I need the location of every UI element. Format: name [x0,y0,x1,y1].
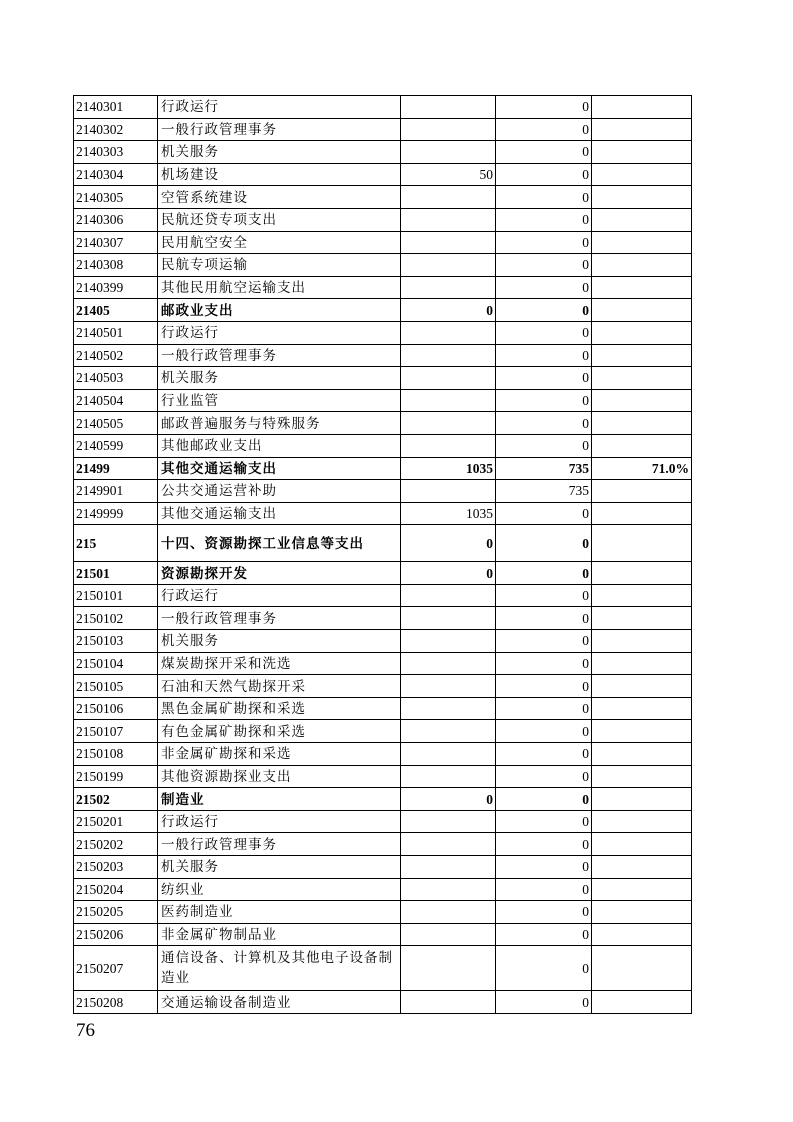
account-name-cell: 邮政业支出 [158,299,401,322]
amount-cell [401,141,496,164]
account-name-cell: 公共交通运营补助 [158,480,401,503]
percent-cell [592,584,692,607]
percent-cell [592,254,692,277]
amount-cell [401,810,496,833]
percent-cell [592,675,692,698]
percent-cell [592,788,692,811]
percent-cell [592,525,692,562]
account-code-cell: 2140304 [74,163,158,186]
percent-cell [592,562,692,585]
amount-cell: 0 [496,502,592,525]
percent-cell [592,923,692,946]
amount-cell: 0 [496,118,592,141]
account-code-cell: 2150205 [74,901,158,924]
account-code-cell: 2150202 [74,833,158,856]
percent-cell: 71.0% [592,457,692,480]
amount-cell: 0 [496,163,592,186]
account-name-cell: 制造业 [158,788,401,811]
percent-cell [592,607,692,630]
amount-cell: 0 [496,186,592,209]
table-row [74,810,692,833]
account-code-cell: 2140504 [74,389,158,412]
account-code-cell: 2150105 [74,675,158,698]
table-row [74,208,692,231]
percent-cell [592,231,692,254]
account-name-cell: 一般行政管理事务 [158,344,401,367]
amount-cell [401,434,496,457]
amount-cell: 0 [496,856,592,879]
amount-cell: 1035 [401,502,496,525]
amount-cell: 0 [496,412,592,435]
account-name-cell: 机关服务 [158,856,401,879]
amount-cell [401,276,496,299]
account-code-cell: 2150104 [74,652,158,675]
account-code-cell: 2140302 [74,118,158,141]
table-row [74,186,692,209]
percent-cell [592,720,692,743]
amount-cell: 0 [496,675,592,698]
amount-cell: 0 [496,299,592,322]
page-number: 76 [76,1020,95,1041]
amount-cell: 0 [496,389,592,412]
amount-cell: 0 [401,525,496,562]
account-code-cell: 21502 [74,788,158,811]
account-name-cell: 有色金属矿勘探和采选 [158,720,401,743]
account-name-cell: 机关服务 [158,141,401,164]
table-row [74,321,692,344]
account-name-cell: 非金属矿勘探和采选 [158,743,401,766]
table-row [74,878,692,901]
amount-cell [401,991,496,1014]
account-code-cell: 2140308 [74,254,158,277]
account-name-cell: 其他资源勘探业支出 [158,765,401,788]
amount-cell [401,946,496,991]
percent-cell [592,412,692,435]
percent-cell [592,856,692,879]
account-name-cell: 其他交通运输支出 [158,457,401,480]
percent-cell [592,186,692,209]
account-name-cell: 交通运输设备制造业 [158,991,401,1014]
account-name-cell: 民用航空安全 [158,231,401,254]
percent-cell [592,697,692,720]
amount-cell [401,344,496,367]
table-row [74,991,692,1014]
amount-cell: 0 [496,208,592,231]
table-row [74,946,692,991]
account-code-cell: 2140307 [74,231,158,254]
percent-cell [592,630,692,653]
account-name-cell: 医药制造业 [158,901,401,924]
percent-cell [592,118,692,141]
table-row [74,389,692,412]
percent-cell [592,810,692,833]
table-row [74,525,692,562]
amount-cell: 0 [496,720,592,743]
account-code-cell: 2150102 [74,607,158,630]
account-name-cell: 行政运行 [158,810,401,833]
account-code-cell: 2140503 [74,367,158,390]
account-code-cell: 2150204 [74,878,158,901]
amount-cell: 0 [496,96,592,119]
amount-cell: 0 [496,367,592,390]
account-code-cell: 215 [74,525,158,562]
account-code-cell: 2140501 [74,321,158,344]
account-name-cell: 其他民用航空运输支出 [158,276,401,299]
table-row [74,675,692,698]
table-row [74,720,692,743]
table-row [74,765,692,788]
percent-cell [592,833,692,856]
amount-cell: 0 [496,254,592,277]
percent-cell [592,901,692,924]
amount-cell: 0 [496,434,592,457]
account-code-cell: 2150206 [74,923,158,946]
table-row [74,856,692,879]
account-name-cell: 资源勘探开发 [158,562,401,585]
amount-cell: 0 [496,344,592,367]
amount-cell [401,856,496,879]
account-code-cell: 2150208 [74,991,158,1014]
percent-cell [592,480,692,503]
amount-cell: 735 [496,480,592,503]
account-name-cell: 纺织业 [158,878,401,901]
table-row [74,141,692,164]
amount-cell [401,607,496,630]
table-row [74,480,692,503]
table-row [74,652,692,675]
amount-cell: 735 [496,457,592,480]
amount-cell [401,743,496,766]
amount-cell: 0 [496,697,592,720]
table-row [74,163,692,186]
table-row [74,276,692,299]
account-name-cell: 行政运行 [158,321,401,344]
table-row [74,697,692,720]
account-code-cell: 2150101 [74,584,158,607]
account-name-cell: 其他邮政业支出 [158,434,401,457]
percent-cell [592,765,692,788]
table-row [74,96,692,119]
amount-cell: 0 [496,810,592,833]
percent-cell [592,299,692,322]
table-row [74,118,692,141]
amount-cell: 0 [401,788,496,811]
amount-cell [401,321,496,344]
account-name-cell: 黑色金属矿勘探和采选 [158,697,401,720]
amount-cell [401,412,496,435]
account-name-cell: 一般行政管理事务 [158,607,401,630]
account-name-cell: 民航专项运输 [158,254,401,277]
amount-cell: 0 [401,562,496,585]
percent-cell [592,367,692,390]
account-code-cell: 2150106 [74,697,158,720]
percent-cell [592,141,692,164]
amount-cell: 50 [401,163,496,186]
table-row [74,299,692,322]
table-row [74,630,692,653]
amount-cell [401,675,496,698]
amount-cell: 0 [496,901,592,924]
account-name-cell: 其他交通运输支出 [158,502,401,525]
table-row [74,231,692,254]
table-row [74,434,692,457]
percent-cell [592,96,692,119]
amount-cell [401,96,496,119]
amount-cell: 1035 [401,457,496,480]
account-name-cell: 一般行政管理事务 [158,833,401,856]
percent-cell [592,434,692,457]
amount-cell [401,367,496,390]
amount-cell [401,765,496,788]
amount-cell [401,878,496,901]
account-code-cell: 2149901 [74,480,158,503]
percent-cell [592,276,692,299]
account-code-cell: 2150207 [74,946,158,991]
account-code-cell: 21501 [74,562,158,585]
amount-cell [401,186,496,209]
account-name-cell: 十四、资源勘探工业信息等支出 [158,525,401,562]
account-name-cell: 机场建设 [158,163,401,186]
account-name-cell: 民航还贷专项支出 [158,208,401,231]
account-name-cell: 空管系统建设 [158,186,401,209]
percent-cell [592,208,692,231]
amount-cell: 0 [496,743,592,766]
amount-cell [401,118,496,141]
account-code-cell: 2140301 [74,96,158,119]
amount-cell: 0 [496,276,592,299]
amount-cell [401,833,496,856]
account-code-cell: 2140306 [74,208,158,231]
table-row [74,743,692,766]
amount-cell: 0 [496,584,592,607]
amount-cell [401,584,496,607]
account-name-cell: 邮政普遍服务与特殊服务 [158,412,401,435]
amount-cell [401,480,496,503]
account-code-cell: 21405 [74,299,158,322]
amount-cell: 0 [496,946,592,991]
account-name-cell: 机关服务 [158,367,401,390]
account-name-cell: 机关服务 [158,630,401,653]
account-code-cell: 2150108 [74,743,158,766]
amount-cell: 0 [496,765,592,788]
percent-cell [592,878,692,901]
amount-cell: 0 [496,878,592,901]
amount-cell [401,720,496,743]
table-row [74,901,692,924]
amount-cell [401,254,496,277]
amount-cell [401,901,496,924]
percent-cell [592,946,692,991]
percent-cell [592,743,692,766]
table-row [74,607,692,630]
percent-cell [592,502,692,525]
account-code-cell: 2140303 [74,141,158,164]
account-name-cell: 行业监管 [158,389,401,412]
amount-cell [401,389,496,412]
amount-cell: 0 [496,923,592,946]
amount-cell: 0 [496,991,592,1014]
amount-cell: 0 [496,231,592,254]
amount-cell: 0 [496,833,592,856]
account-name-cell: 一般行政管理事务 [158,118,401,141]
percent-cell [592,652,692,675]
percent-cell [592,991,692,1014]
account-code-cell: 2140305 [74,186,158,209]
account-name-cell: 行政运行 [158,584,401,607]
account-code-cell: 2150199 [74,765,158,788]
table-row [74,457,692,480]
amount-cell [401,231,496,254]
percent-cell [592,163,692,186]
table-row [74,562,692,585]
account-code-cell: 21499 [74,457,158,480]
account-code-cell: 2150203 [74,856,158,879]
table-row [74,584,692,607]
account-code-cell: 2140599 [74,434,158,457]
percent-cell [592,344,692,367]
table-row [74,344,692,367]
percent-cell [592,389,692,412]
amount-cell [401,208,496,231]
account-code-cell: 2150107 [74,720,158,743]
amount-cell [401,923,496,946]
account-code-cell: 2150201 [74,810,158,833]
table-row [74,367,692,390]
account-name-cell: 行政运行 [158,96,401,119]
account-code-cell: 2140399 [74,276,158,299]
account-name-cell: 石油和天然气勘探开采 [158,675,401,698]
table-body [74,96,692,1014]
account-name-cell: 煤炭勘探开采和洗选 [158,652,401,675]
amount-cell [401,652,496,675]
amount-cell: 0 [496,525,592,562]
account-code-cell: 2149999 [74,502,158,525]
budget-table [73,95,692,1014]
amount-cell: 0 [496,607,592,630]
amount-cell [401,697,496,720]
account-code-cell: 2140502 [74,344,158,367]
amount-cell: 0 [496,788,592,811]
account-name-cell: 通信设备、计算机及其他电子设备制造业 [158,946,401,991]
table-row [74,412,692,435]
amount-cell: 0 [496,141,592,164]
amount-cell: 0 [401,299,496,322]
table-row [74,254,692,277]
account-code-cell: 2140505 [74,412,158,435]
table-row [74,788,692,811]
table-row [74,923,692,946]
amount-cell: 0 [496,652,592,675]
account-code-cell: 2150103 [74,630,158,653]
amount-cell: 0 [496,630,592,653]
table-row [74,502,692,525]
amount-cell [401,630,496,653]
account-name-cell: 非金属矿物制品业 [158,923,401,946]
amount-cell: 0 [496,562,592,585]
table-row [74,833,692,856]
amount-cell: 0 [496,321,592,344]
percent-cell [592,321,692,344]
